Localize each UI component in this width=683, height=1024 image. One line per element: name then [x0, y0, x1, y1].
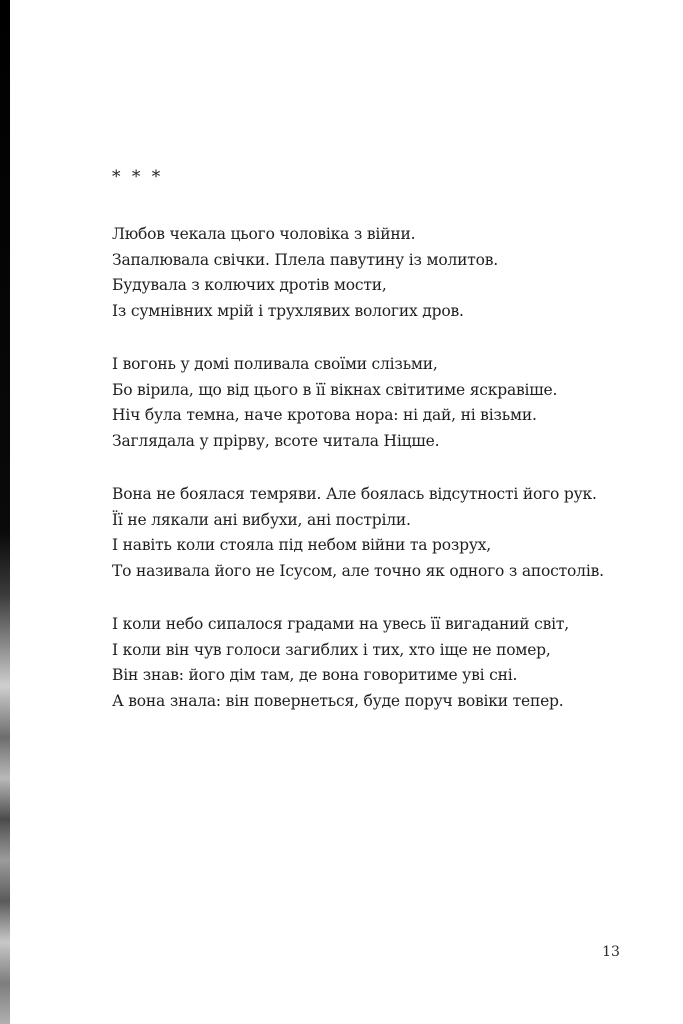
page-number: 13: [602, 944, 620, 960]
poem-line: Будувала з колючих дротів мости,: [112, 276, 387, 294]
poem-line: Бо вірила, що від цього в її вікнах світитиме яскравіше.: [112, 380, 558, 399]
poem-line: І коли він чув голоси загиблих і тих, хто іще не помер,: [112, 640, 551, 659]
poem-line: Любов чекала цього чоловіка з війни.: [112, 225, 416, 243]
poem-line: Запалювала свічки. Плела павутину із молитов.: [112, 250, 498, 269]
poem-line: Із сумнівних мрій і трухлявих вологих дров.: [112, 301, 464, 320]
book-spine-edge: [0, 0, 10, 1024]
poem-line: Він знав: його дім там, де вона говоритиме уві сні.: [112, 666, 518, 684]
section-separator: * * *: [112, 167, 164, 187]
stanza-4: [112, 612, 652, 714]
poem-line: А вона знала: він повернеться, буде поруч вовіки тепер.: [112, 691, 564, 710]
stanza-3: [112, 482, 652, 584]
poem-line: Її не лякали ані вибухи, ані постріли.: [112, 510, 411, 529]
poem-line: Заглядала у прірву, всоте читала Ніцше.: [112, 431, 440, 450]
poem: [112, 165, 652, 742]
stanza-2: [112, 352, 652, 454]
stanza-1: [112, 222, 652, 324]
poem-line: Ніч була темна, наче кротова нора: ні дай, ні візьми.: [112, 406, 537, 424]
poem-line: Вона не боялася темряви. Але боялась відсутності його рук.: [112, 485, 597, 503]
poem-line: То називала його не Ісусом, але точно як одного з апостолів.: [112, 561, 604, 580]
poem-line: І навіть коли стояла під небом війни та розрух,: [112, 536, 492, 554]
poem-line: І коли небо сипалося градами на увесь її вигаданий світ,: [112, 615, 569, 633]
poem-line: І вогонь у домі поливала своїми слізьми,: [112, 355, 438, 373]
